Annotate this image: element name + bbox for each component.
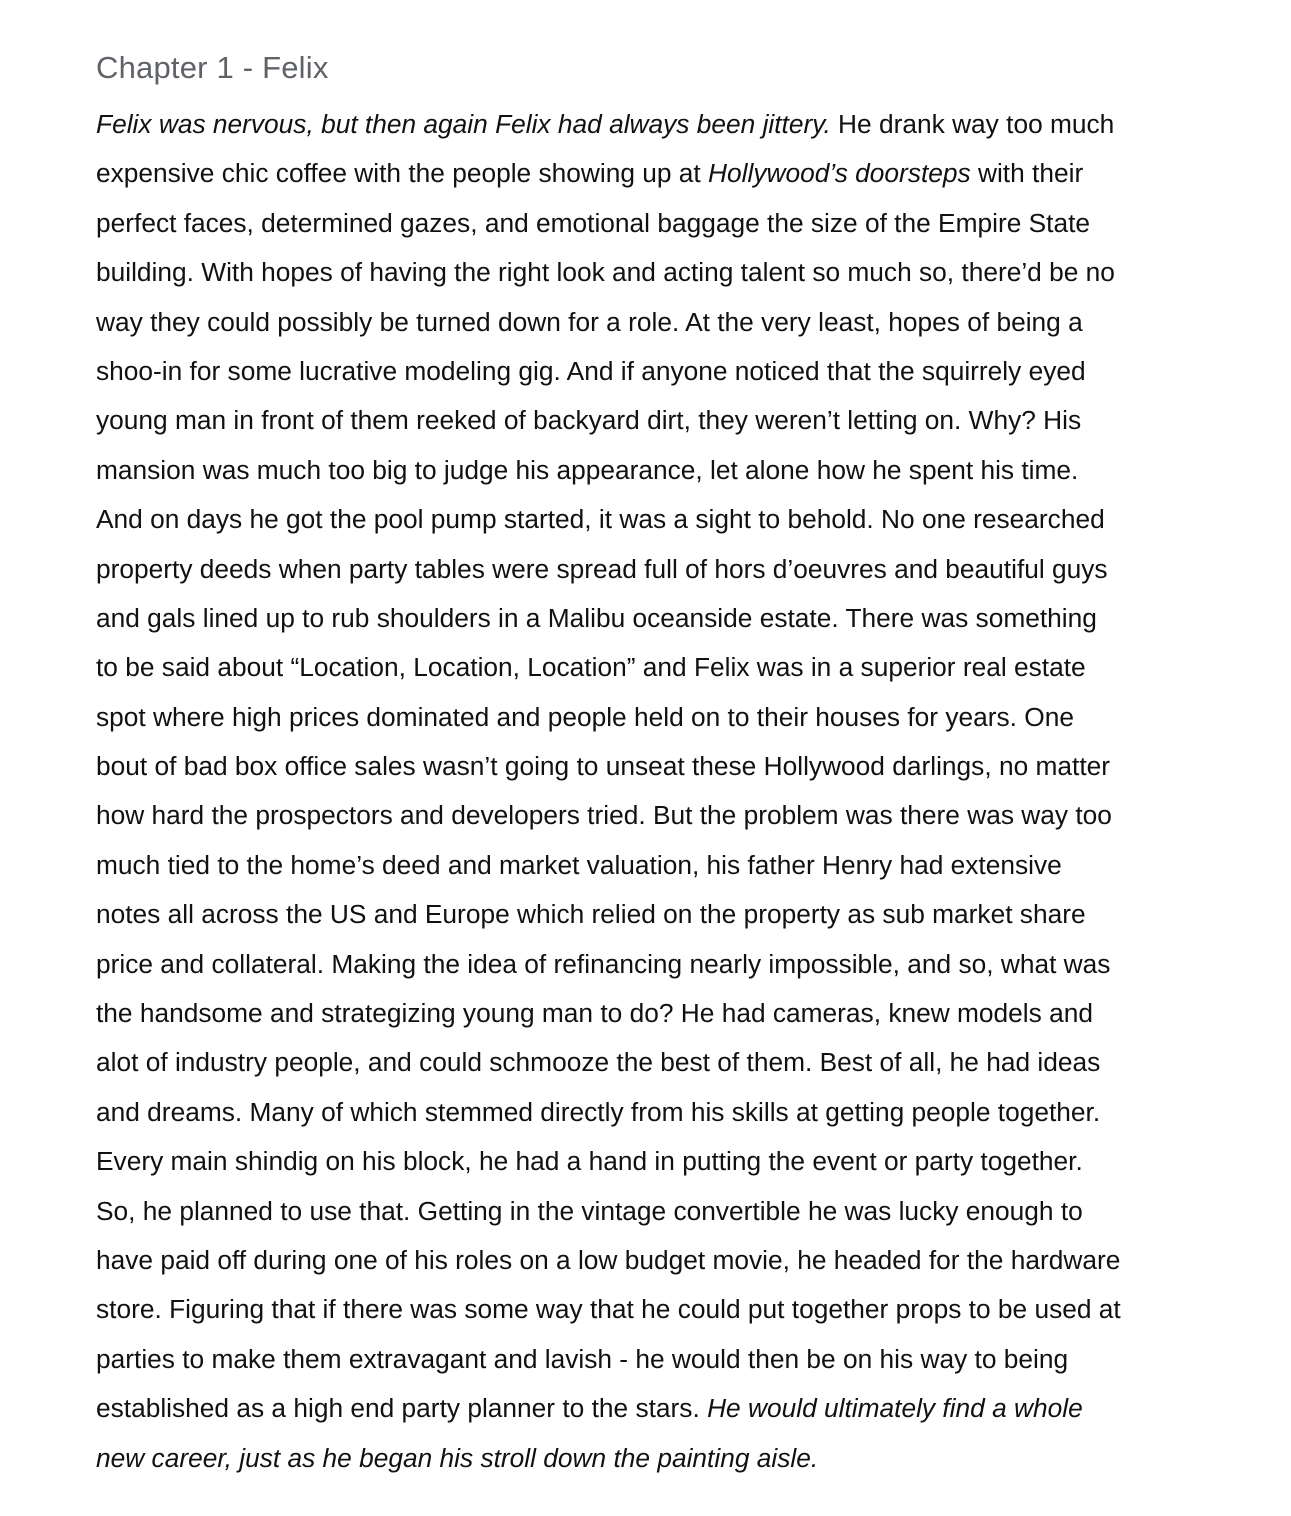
text-line [96,693,1236,742]
text-run: So, he planned to use that. Getting in the vintage convertible he was lucky enough to [96,1195,1083,1226]
text-run: He drank way too much [830,109,1115,139]
text-line [96,396,1236,445]
text-line [96,1236,1236,1285]
document-page [96,46,1236,1483]
text-line [96,545,1236,594]
text-run: parties to make them extravagant and lavish - he would then be on his way to being [96,1343,1069,1374]
text-line [96,1187,1236,1236]
text-run: perfect faces, determined gazes, and emotional baggage the size of the Empire State [96,207,1091,238]
text-line [96,791,1236,840]
text-run: and gals lined up to rub shoulders in a Malibu oceanside estate. There was something [96,602,1097,633]
text-run: shoo-in for some lucrative modeling gig. And if anyone noticed that the squirrely eyed [96,355,1086,386]
chapter-paragraph [96,100,1236,1483]
text-line [96,1285,1236,1334]
text-run: with their [970,158,1084,189]
text-line [96,199,1236,248]
text-run: alot of industry people, and could schmooze the best of them. Best of all, he had ideas [96,1047,1101,1078]
text-line [96,298,1236,347]
text-run: price and collateral. Making the idea of refinancing nearly impossible, and so, what was [96,948,1111,979]
text-line [96,100,1236,149]
text-line [96,890,1236,939]
text-line [96,1384,1236,1433]
text-run: to be said about “Location, Location, Location” and Felix was in a superior real estate [96,652,1086,683]
text-run: established as a high end party planner to the stars. [96,1393,708,1424]
text-run: spot where high prices dominated and people held on to their houses for years. One [96,701,1074,732]
text-run: the handsome and strategizing young man to do? He had cameras, knew models and [96,998,1093,1029]
text-run: way they could possibly be turned down for a role. At the very least, hopes of being a [96,306,1083,337]
text-line [96,643,1236,692]
text-run: how hard the prospectors and developers tried. But the problem was there was way too [96,800,1112,831]
text-line [96,989,1236,1038]
text-line [96,742,1236,791]
text-run: much tied to the home’s deed and market valuation, his father Henry had extensive [96,849,1062,880]
text-run: have paid off during one of his roles on a low budget movie, he headed for the hardware [96,1244,1121,1275]
text-line [96,347,1236,396]
text-run: building. With hopes of having the right look and acting talent so much so, there’d be no [96,257,1115,288]
italic-text-run: Felix was nervous, but then again Felix had always been jittery. [96,109,831,139]
text-line [96,594,1236,643]
text-line [96,1434,1236,1483]
text-line [96,1088,1236,1137]
text-line [96,495,1236,544]
italic-text-run: new career, just as he began his stroll down the painting aisle. [96,1442,819,1473]
text-line [96,940,1236,989]
text-run: and dreams. Many of which stemmed directly from his skills at getting people together. [96,1096,1101,1127]
text-line [96,446,1236,495]
text-line [96,1137,1236,1186]
italic-text-run: He would ultimately find a whole [707,1393,1083,1424]
text-run: And on days he got the pool pump started, it was a sight to behold. No one researched [96,504,1105,535]
text-line [96,149,1236,198]
text-run: expensive chic coffee with the people showing up at [96,158,709,189]
text-run: store. Figuring that if there was some way that he could put together props to be used at [96,1294,1121,1325]
text-run: Every main shindig on his block, he had a hand in putting the event or party together. [96,1146,1083,1177]
text-run: mansion was much too big to judge his appearance, let alone how he spent his time. [96,454,1079,485]
italic-text-run: Hollywood’s doorsteps [708,158,971,189]
text-line [96,248,1236,297]
text-line [96,1335,1236,1384]
text-run: bout of bad box office sales wasn’t going to unseat these Hollywood darlings, no matter [96,751,1111,782]
chapter-title: Chapter 1 - Felix [96,50,329,85]
text-run: property deeds when party tables were spread full of hors d’oeuvres and beautiful guys [96,553,1108,584]
text-line [96,841,1236,890]
text-run: notes all across the US and Europe which relied on the property as sub market share [96,899,1086,930]
text-run: young man in front of them reeked of backyard dirt, they weren’t letting on. Why? His [96,405,1082,436]
text-line [96,1038,1236,1087]
